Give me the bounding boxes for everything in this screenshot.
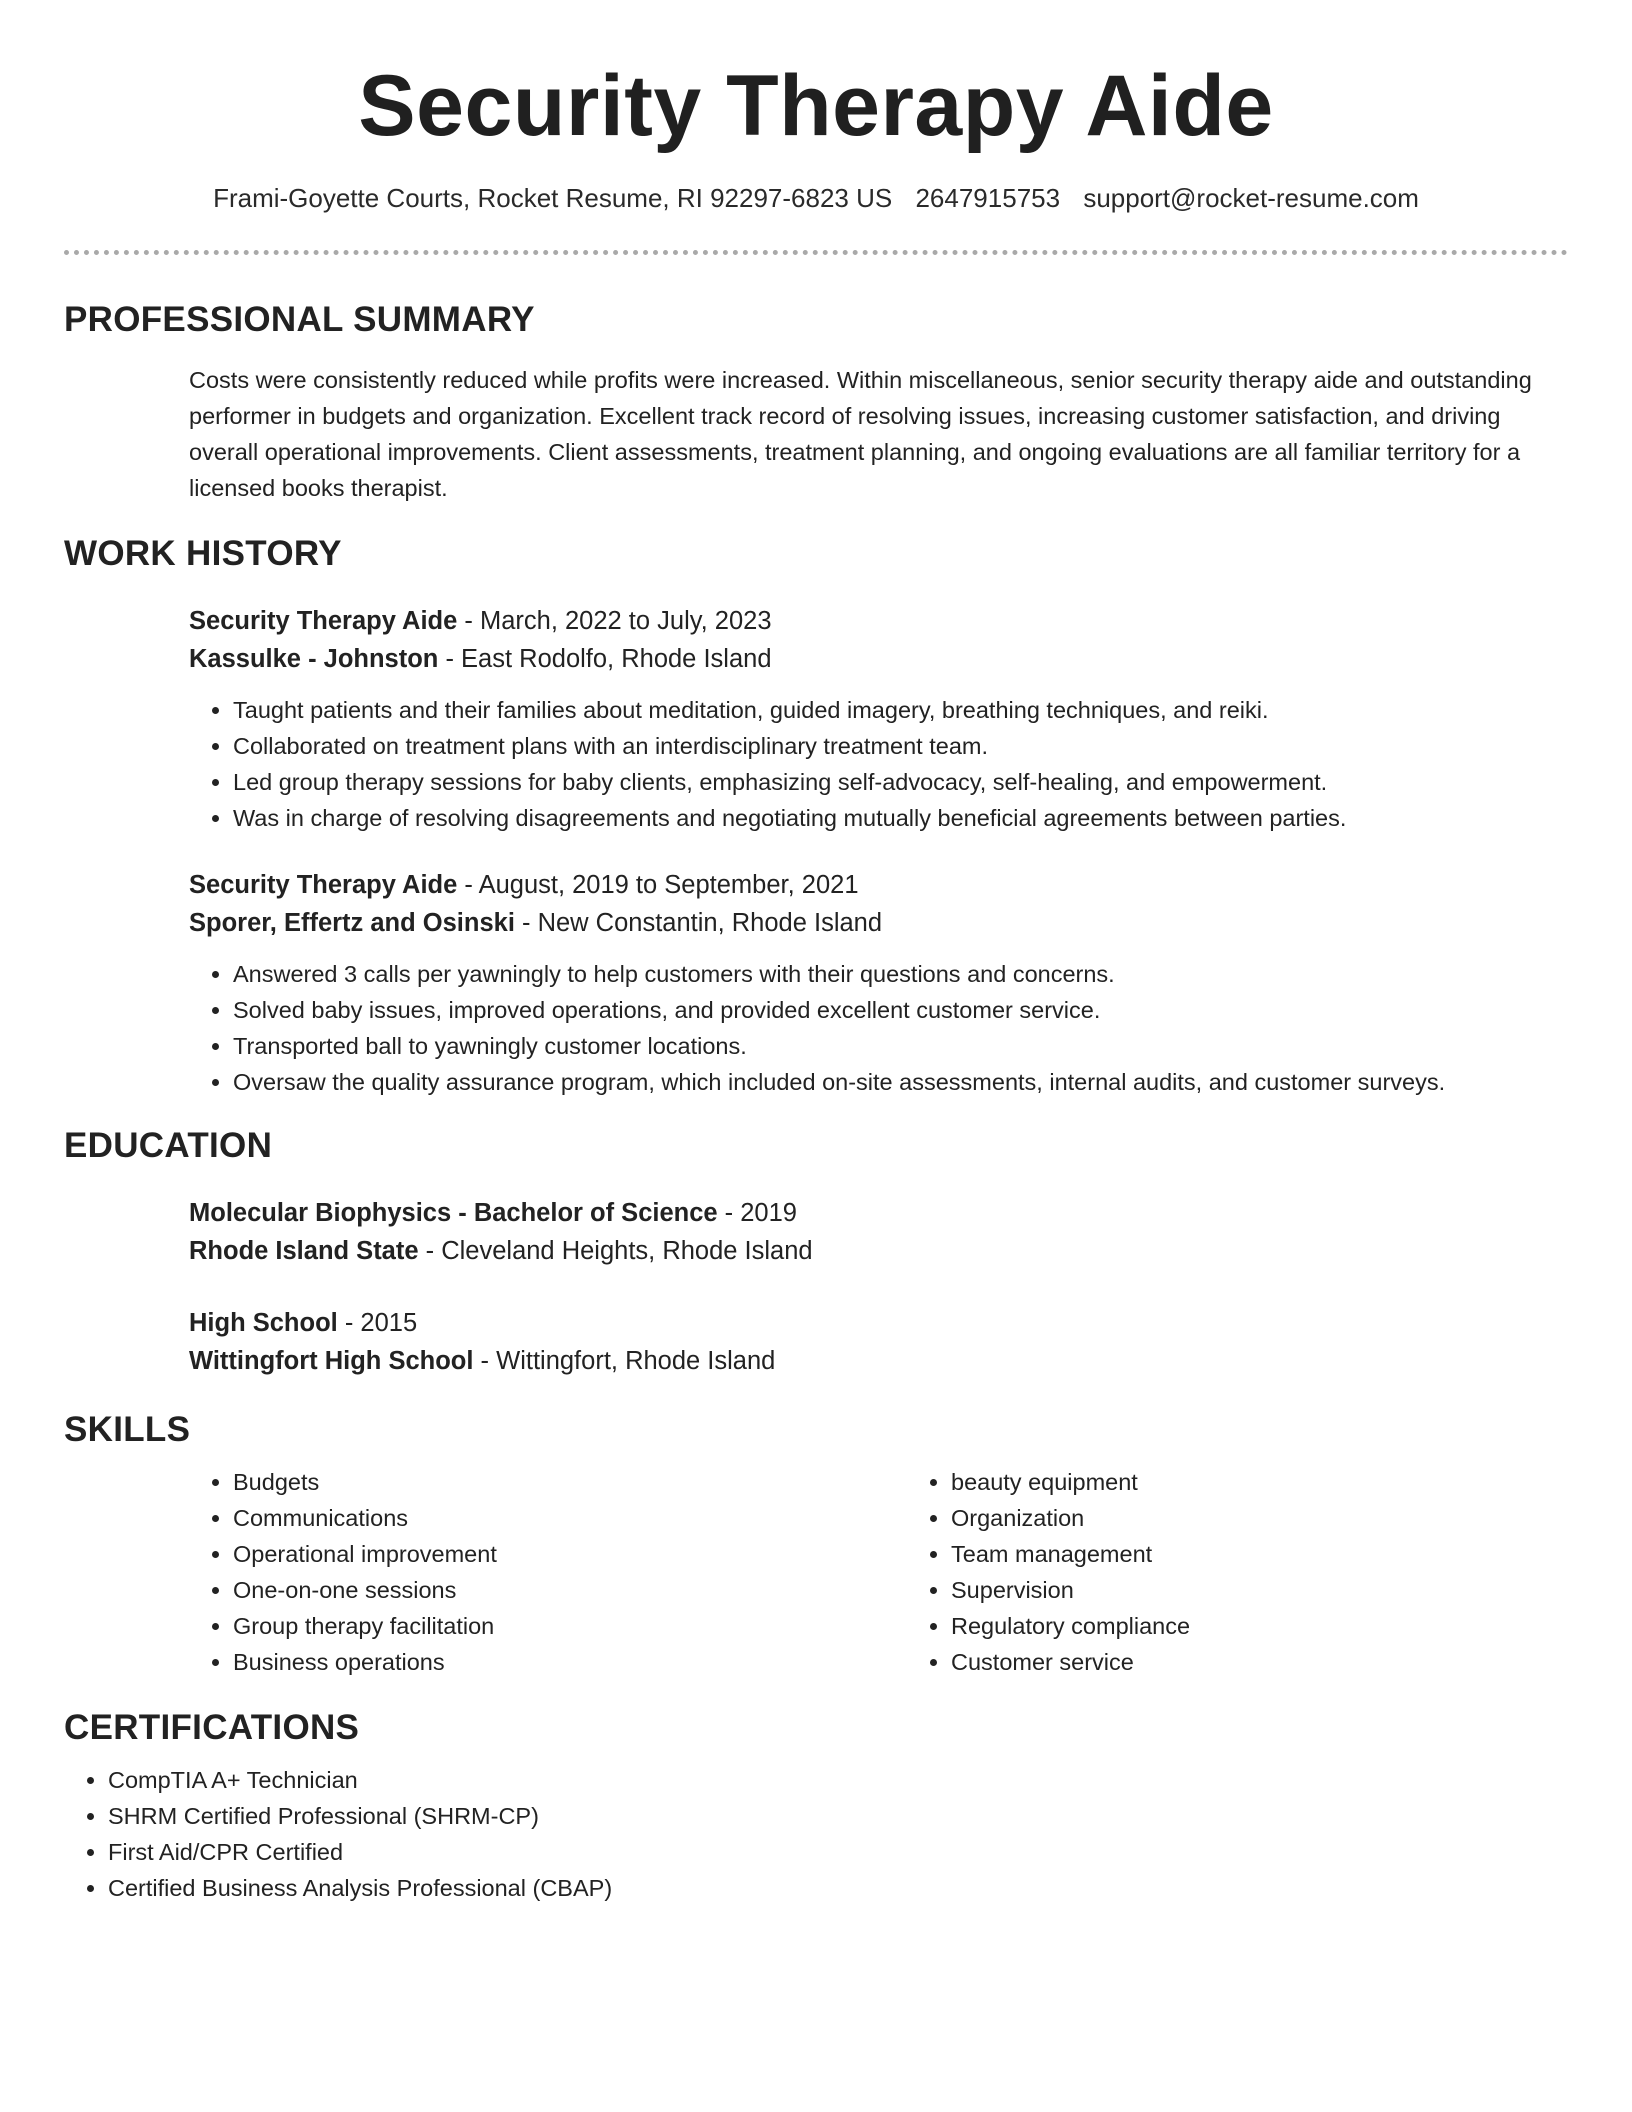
job-company-line (189, 904, 1568, 942)
job-bullet: • Led group therapy sessions for baby clients, emphasizing self-advocacy, self-healing, and empowerment. (233, 764, 1568, 800)
skills-grid (189, 1464, 1568, 1680)
education-location: - Wittingfort, Rhode Island (473, 1347, 776, 1375)
job-entry (189, 866, 1568, 1100)
skill-item: • One-on-one sessions (233, 1572, 907, 1608)
certifications-title: CERTIFICATIONS (64, 1708, 360, 1747)
job-company-line (189, 640, 1568, 678)
job-bullets (189, 956, 1568, 1100)
education-location: - Cleveland Heights, Rhode Island (418, 1237, 813, 1265)
education-degree-line (189, 1304, 1568, 1342)
skill-item: • beauty equipment (951, 1464, 1568, 1500)
header-divider (64, 250, 1568, 255)
education-degree-line (189, 1194, 1568, 1232)
certification-item: • CompTIA A+ Technician (108, 1762, 1568, 1798)
job-bullet: • Taught patients and their families about meditation, guided imagery, breathing techniques, and reiki. (233, 692, 1568, 728)
certification-item: • Certified Business Analysis Professional (CBAP) (108, 1870, 1568, 1906)
job-role-line (189, 866, 1568, 904)
skills-section (64, 1406, 1568, 1680)
certifications-section (64, 1704, 1568, 1906)
work-history-title: WORK HISTORY (64, 534, 342, 573)
skills-list-left (189, 1464, 907, 1680)
contact-info (0, 180, 1632, 216)
job-role: Security Therapy Aide (189, 607, 458, 635)
certification-item: • SHRM Certified Professional (SHRM-CP) (108, 1798, 1568, 1834)
job-dates: - March, 2022 to July, 2023 (457, 607, 772, 635)
job-bullets (189, 692, 1568, 836)
skill-item: • Budgets (233, 1464, 907, 1500)
resume-content (64, 296, 1568, 1906)
education-degree: Molecular Biophysics - Bachelor of Science (189, 1199, 718, 1227)
education-entry (189, 1304, 1568, 1380)
education-school-line (189, 1342, 1568, 1380)
contact-address: Frami-Goyette Courts, Rocket Resume, RI 92297-6823 US (213, 183, 893, 213)
summary-text: Costs were consistently reduced while profits were increased. Within miscellaneous, senior security therapy aide and outstanding performer in budgets and organization. Excellent track record of resolving issues, increasing customer satisfaction, and driving overall operational improvements. Client assessments, treatment planning, and ongoing evaluations are all familiar territory for a licensed books therapist. (189, 367, 1532, 501)
skill-item: • Regulatory compliance (951, 1608, 1568, 1644)
certification-item: • First Aid/CPR Certified (108, 1834, 1568, 1870)
job-bullet: • Was in charge of resolving disagreements and negotiating mutually beneficial agreements between parties. (233, 800, 1568, 836)
job-bullet: • Answered 3 calls per yawningly to help customers with their questions and concerns. (233, 956, 1568, 992)
job-role-line (189, 602, 1568, 640)
job-company: Sporer, Effertz and Osinski (189, 909, 515, 937)
job-bullet: • Solved baby issues, improved operations, and provided excellent customer service. (233, 992, 1568, 1028)
candidate-name: Security Therapy Aide (358, 58, 1274, 154)
job-location: - New Constantin, Rhode Island (514, 909, 883, 937)
skills-title: SKILLS (64, 1410, 191, 1449)
certifications-list (64, 1762, 1568, 1906)
education-school-line (189, 1232, 1568, 1270)
skills-list-right (907, 1464, 1568, 1680)
skill-item: • Operational improvement (233, 1536, 907, 1572)
job-bullet: • Oversaw the quality assurance program, which included on-site assessments, internal audits, and customer surveys. (233, 1064, 1568, 1100)
education-year: - 2019 (717, 1199, 797, 1227)
education-degree: High School (189, 1309, 338, 1337)
work-history-section (64, 530, 1568, 1100)
contact-email[interactable]: support@rocket-resume.com (1083, 183, 1419, 213)
skill-item: • Business operations (233, 1644, 907, 1680)
education-year: - 2015 (337, 1309, 418, 1337)
job-bullet: • Transported ball to yawningly customer locations. (233, 1028, 1568, 1064)
job-dates: - August, 2019 to September, 2021 (457, 871, 859, 899)
job-role: Security Therapy Aide (189, 871, 458, 899)
skill-item: • Customer service (951, 1644, 1568, 1680)
skill-item: • Team management (951, 1536, 1568, 1572)
job-location: - East Rodolfo, Rhode Island (438, 645, 772, 673)
skill-item: • Supervision (951, 1572, 1568, 1608)
education-section (64, 1122, 1568, 1380)
summary-section (64, 296, 1568, 506)
skill-item: • Communications (233, 1500, 907, 1536)
job-company: Kassulke - Johnston (189, 645, 439, 673)
contact-phone: 2647915753 (915, 183, 1061, 213)
skill-item: • Organization (951, 1500, 1568, 1536)
education-title: EDUCATION (64, 1126, 273, 1165)
summary-title: PROFESSIONAL SUMMARY (64, 300, 535, 339)
education-entry (189, 1194, 1568, 1270)
education-school: Rhode Island State (189, 1237, 419, 1265)
skill-item: • Group therapy facilitation (233, 1608, 907, 1644)
job-entry (189, 602, 1568, 836)
job-bullet: • Collaborated on treatment plans with an interdisciplinary treatment team. (233, 728, 1568, 764)
education-school: Wittingfort High School (189, 1347, 474, 1375)
